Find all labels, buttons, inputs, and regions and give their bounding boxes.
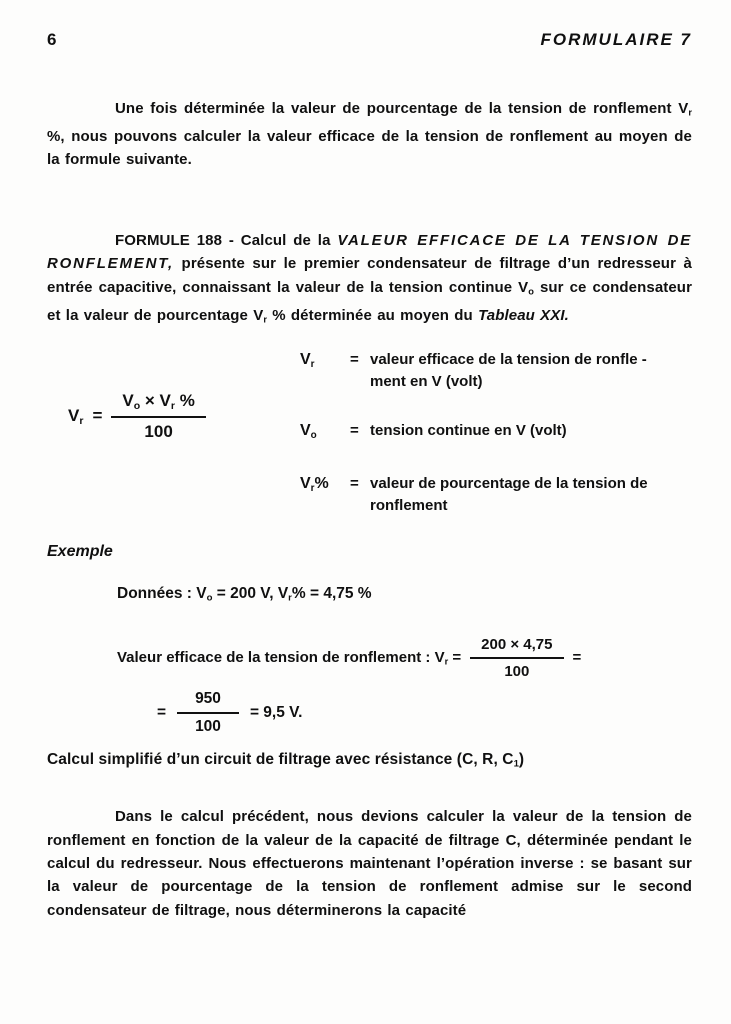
legend-description: valeur de pourcentage de la tension de ronflement [370, 474, 648, 515]
fraction-denominator: 100 [504, 662, 530, 680]
fraction-numerator: 950 [177, 690, 239, 714]
equation-result: = 9,5 V. [249, 703, 303, 721]
legend-symbol: Vr% [300, 474, 329, 494]
page-number: 6 [47, 30, 57, 49]
legend-symbol: Vr [300, 350, 315, 370]
main-formula-block [47, 349, 300, 518]
formula-equals: = [92, 406, 103, 426]
intro-paragraph: Une fois déterminée la valeur de pourcentage de la tension de ronflement Vr %, nous pouvons calculer la valeur efficace de la tension de ronflement au moyen de la formule suivante. [47, 100, 692, 169]
fraction-numerator: 200 × 4,75 [470, 636, 563, 659]
fraction-denominator: 100 [195, 717, 221, 735]
example-equation-1 [47, 636, 692, 680]
example-heading: Exemple [47, 542, 113, 560]
symbol-legend [300, 349, 692, 518]
formula-lhs: Vr [68, 405, 84, 427]
example-data-line: Données : Vo = 200 V, Vr% = 4,75 % [117, 584, 372, 604]
legend-description: tension continue en V (volt) [370, 421, 567, 439]
section-heading: Calcul simplifié d’un circuit de filtrage avec résistance (C, R, C1) [47, 750, 525, 770]
legend-row-vo [300, 420, 692, 447]
main-formula-equation [68, 391, 300, 442]
equation-trailing-equals: = [572, 649, 582, 667]
closing-paragraph: Dans le calcul précédent, nous devions calculer la valeur de la tension de ronflement en fonction de la valeur de la capacité de filtrage C, déterminée pendant le calcul du redresseur. Nous effectuerons maintenant l’opération inverse : se basant sur la valeur de pourcentage de la tension de ronflement admise sur le second condensateur de filtrage, nous déterminerons la capacité [47, 808, 692, 919]
legend-row-vr [300, 349, 692, 394]
formule-188-paragraph: FORMULE 188 - Calcul de la VALEUR EFFICACE DE LA TENSION DE RONFLEMENT, présente sur le premier condensateur de filtrage d’un redresseur à entrée capacitive, connaissant la valeur de la tension continue Vo sur ce condensateur et la valeur de pourcentage Vr % déterminée au moyen du Tableau XXI. [47, 231, 693, 325]
equation-prefix: Valeur efficace de la tension de ronflement : Vr = [117, 648, 462, 667]
legend-equals: = [350, 421, 359, 439]
legend-equals: = [350, 474, 359, 492]
equation-lead-equals: = [157, 703, 167, 721]
fraction [111, 391, 205, 442]
formula-and-legend-section [47, 349, 692, 518]
page-header [47, 30, 692, 50]
fraction [177, 690, 239, 736]
legend-description: valeur efficace de la tension de ronfle - ment en V (volt) [370, 350, 647, 391]
fraction-denominator: 100 [144, 421, 173, 441]
legend-symbol: Vo [300, 421, 317, 441]
example-equation-2 [47, 690, 692, 736]
running-title: FORMULAIRE 7 [540, 30, 692, 49]
legend-equals: = [350, 350, 359, 368]
fraction [470, 636, 563, 680]
fraction-numerator: Vo × Vr % [111, 391, 205, 418]
legend-row-vr-percent [300, 473, 692, 518]
